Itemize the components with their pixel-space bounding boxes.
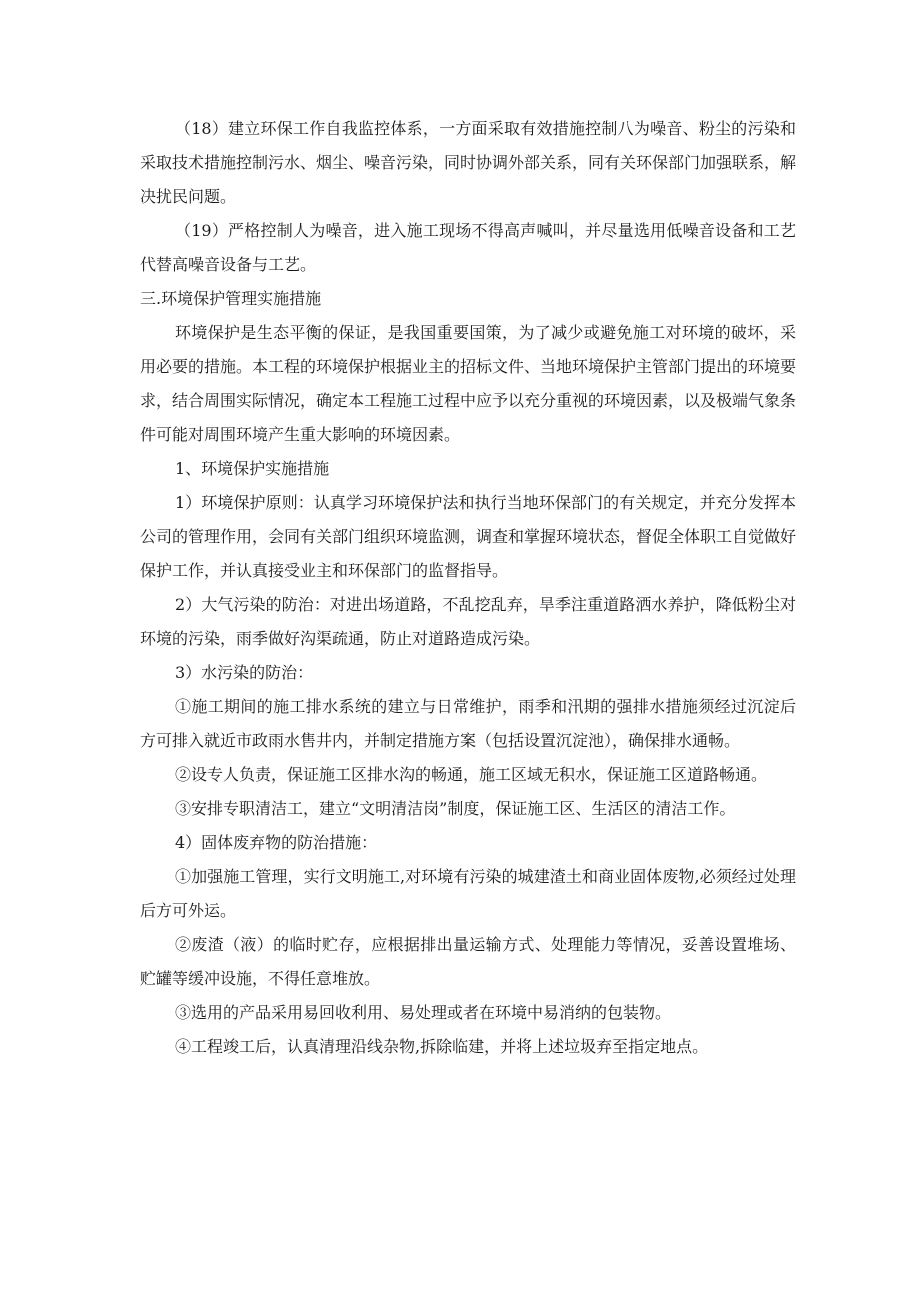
document-body <box>140 112 796 1064</box>
paragraph-principle: 1）环境保护原则：认真学习环境保护法和执行当地环保部门的有关规定，并充分发挥本公司的管理作用，会同有关部门组织环境监测，调查和掌握环境状态，督促全体职工自觉做好保护工作，并认真接受业主和环保部门的监督指导。 <box>140 493 797 580</box>
paragraph-solid-1: ①加强施工管理，实行文明施工,对环境有污染的城建渣土和商业固体废物,必须经过处理后方可外运。 <box>140 867 796 920</box>
paragraph-solid-2: ②废渣（液）的临时贮存，应根据排出量运输方式、处理能力等情况，妥善设置堆场、贮罐等缓冲设施，不得任意堆放。 <box>140 935 796 988</box>
paragraph-water-2: ②设专人负责，保证施工区排水沟的畅通，施工区域无积水，保证施工区道路畅通。 <box>175 765 768 784</box>
paragraph-water-1: ①施工期间的施工排水系统的建立与日常维护，雨季和汛期的强排水措施须经过沉淀后方可排入就近市政雨水售井内，并制定措施方案（包括设置沉淀池），确保排水通畅。 <box>140 697 796 750</box>
paragraph-item-19: （19）严格控制人为噪音，进入施工现场不得高声喊叫，并尽量选用低噪音设备和工艺代替高噪音设备与工艺。 <box>140 221 796 274</box>
paragraph-solid-4: ④工程竣工后，认真清理沿线杂物,拆除临建，并将上述垃圾弃至指定地点。 <box>175 1037 709 1056</box>
paragraph-water-pollution-heading: 3）水污染的防治： <box>175 663 314 682</box>
paragraph-solid-waste-heading: 4）固体废弃物的防治措施： <box>175 833 378 852</box>
subheading-1: 1、环境保护实施措施 <box>175 459 330 478</box>
section-heading-3: 三.环境保护管理实施措施 <box>140 289 322 308</box>
paragraph-item-18: （18）建立环保工作自我监控体系，一方面采取有效措施控制八为噪音、粉尘的污染和采取技术措施控制污水、烟尘、噪音污染，同时协调外部关系，同有关环保部门加强联系，解决扰民问题。 <box>140 119 797 206</box>
paragraph-intro: 环境保护是生态平衡的保证，是我国重要国策，为了减少或避免施工对环境的破坏，采用必要的措施。本工程的环境保护根据业主的招标文件、当地环境保护主管部门提出的环境要求，结合周围实际情况，确定本工程施工过程中应予以充分重视的环境因素，以及极端气象条件可能对周围环境产生重大影响的环境因素。 <box>140 323 797 444</box>
paragraph-water-3: ③安排专职清洁工，建立“文明清洁岗”制度，保证施工区、生活区的清洁工作。 <box>175 799 736 818</box>
paragraph-solid-3: ③选用的产品采用易回收利用、易处理或者在环境中易消纳的包装物。 <box>175 1003 672 1022</box>
paragraph-air-pollution: 2）大气污染的防治：对进出场道路，不乱挖乱弃，旱季注重道路洒水养护，降低粉尘对环境的污染，雨季做好沟渠疏通，防止对道路造成污染。 <box>140 595 796 648</box>
